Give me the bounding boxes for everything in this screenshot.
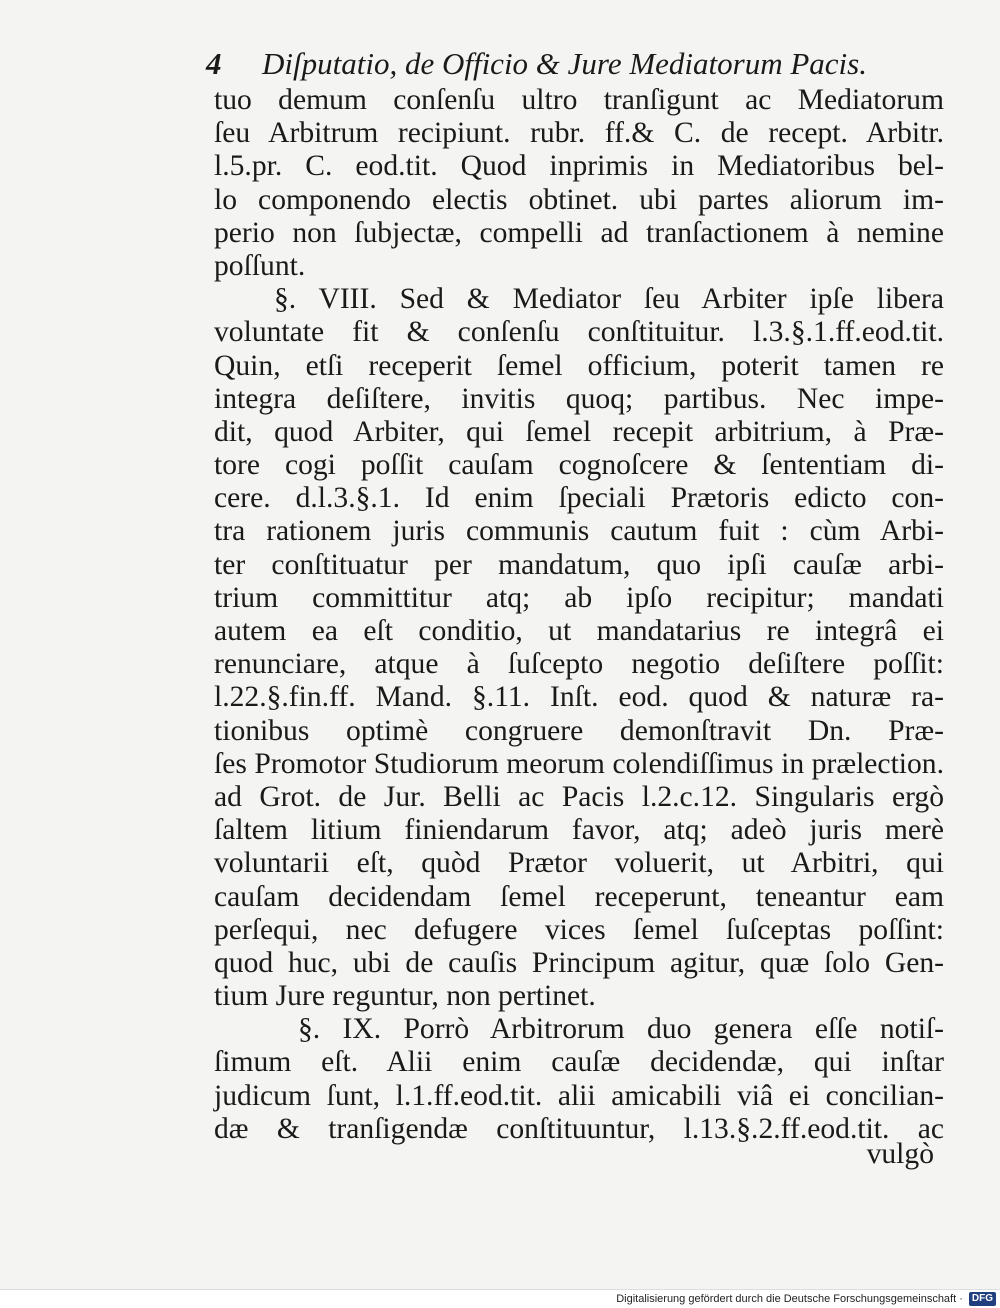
text-line: ſimum eſt. Alii enim cauſæ decidendæ, qui inſtar	[214, 1046, 944, 1079]
page-header	[206, 46, 896, 88]
text-line: judicum ſunt, l.1.ff.eod.tit. alii amicabili viâ ei concilian-	[214, 1079, 944, 1112]
dfg-logo: DFG	[969, 1292, 996, 1306]
text-line: perſequi, nec defugere vices ſemel ſuſceptas poſſint:	[214, 913, 944, 946]
text-line: cauſam decidendam ſemel receperunt, teneantur eam	[214, 880, 944, 913]
text-line: renunciare, atque à ſuſcepto negotio deſiſtere poſſit:	[214, 648, 944, 681]
text-line: dæ & tranſigendæ conſtituuntur, l.13.§.2.ff.eod.tit. ac	[214, 1112, 944, 1145]
text-line: voluntarii eſt, quòd Prætor voluerit, ut Arbitri, qui	[214, 847, 944, 880]
text-line: trium committitur atq; ab ipſo recipitur; mandati	[214, 581, 944, 614]
footer-credit: Digitalisierung gefördert durch die Deutsche Forschungsgemeinschaft ·	[616, 1293, 963, 1305]
page-number: 4	[206, 46, 222, 81]
text-line: ſes Promotor Studiorum meorum colendiſſimus in prælection.	[214, 747, 944, 780]
text-line: cere. d.l.3.§.1. Id enim ſpeciali Prætoris edicto con-	[214, 482, 944, 515]
text-line: §. IX. Porrò Arbitrorum duo genera eſſe notiſ-	[298, 1013, 944, 1046]
digitization-footer	[0, 1289, 1000, 1308]
text-line: dit, quod Arbiter, qui ſemel recepit arbitrium, à Præ-	[214, 415, 944, 448]
text-line: lo componendo electis obtinet. ubi partes aliorum im-	[214, 183, 944, 216]
catchword: vulgò	[866, 1138, 934, 1170]
text-line: l.22.§.fin.ff. Mand. §.11. Inſt. eod. quod & naturæ ra-	[214, 681, 944, 714]
text-line: ſeu Arbitrum recipiunt. rubr. ff.& C. de recept. Arbitr.	[214, 117, 944, 150]
text-line: ad Grot. de Jur. Belli ac Pacis l.2.c.12. Singularis ergò	[214, 780, 944, 813]
running-title: Diſputatio, de Officio & Jure Mediatorum Pacis.	[262, 46, 867, 81]
text-line: integra deſiſtere, invitis quoq; partibus. Nec impe-	[214, 382, 944, 415]
text-line: autem ea eſt conditio, ut mandatarius re integrâ ei	[214, 615, 944, 647]
text-line: tium Jure reguntur, non pertinet.	[214, 980, 596, 1013]
text-line: tore cogi poſſit cauſam cognoſcere & ſententiam di-	[214, 449, 944, 482]
text-line: tra rationem juris communis cautum fuit : cùm Arbi-	[214, 515, 944, 548]
text-line: §. VIII. Sed & Mediator ſeu Arbiter ipſe libera	[274, 283, 944, 316]
text-line: Quin, etſi receperit ſemel officium, poterit tamen re	[214, 349, 944, 382]
body-text	[214, 84, 944, 1146]
text-line: ter conſtituatur per mandatum, quo ipſi cauſæ arbi-	[214, 548, 944, 581]
text-line: poſſunt.	[214, 249, 306, 282]
text-line: tionibus optimè congruere demonſtravit Dn. Præ-	[214, 714, 944, 747]
text-line: quod huc, ubi de cauſis Principum agitur, quæ ſolo Gen-	[214, 946, 944, 979]
text-line: l.5.pr. C. eod.tit. Quod inprimis in Mediatoribus bel-	[214, 150, 944, 183]
text-line: perio non ſubjectæ, compelli ad tranſactionem à nemine	[214, 216, 944, 249]
text-line: voluntate fit & conſenſu conſtituitur. l.3.§.1.ff.eod.tit.	[214, 316, 944, 349]
text-line: tuo demum conſenſu ultro tranſigunt ac Mediatorum	[214, 84, 944, 116]
text-line: ſaltem litium finiendarum favor, atq; adeò juris merè	[214, 814, 944, 847]
